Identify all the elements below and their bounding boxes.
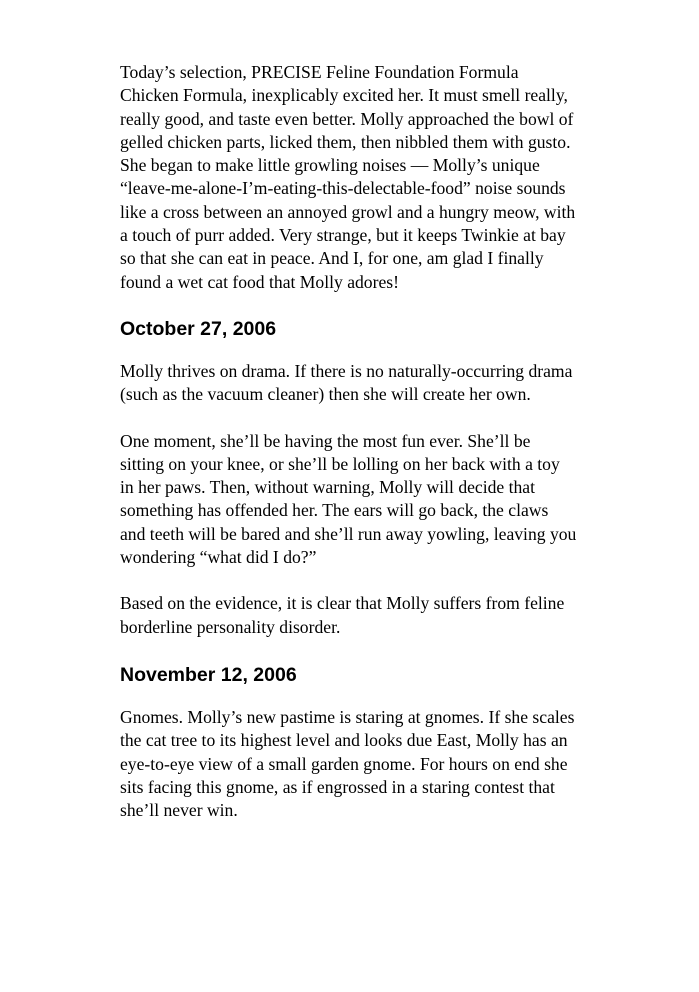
- paragraph: [120, 706, 645, 822]
- paragraph: [120, 592, 645, 639]
- text-line: Molly thrives on drama. If there is no naturally-occurring drama: [120, 360, 573, 381]
- entry-date-heading: November 12, 2006: [120, 663, 297, 686]
- text-line: “leave-me-alone-I’m-eating-this-delectable-food” noise sounds: [120, 178, 566, 199]
- text-line: Chicken Formula, inexplicably excited her. It must smell really,: [120, 85, 568, 106]
- entry-date-heading: October 27, 2006: [120, 317, 277, 340]
- text-line: and teeth will be bared and she’ll run away yowling, leaving you: [120, 523, 577, 544]
- text-line: Based on the evidence, it is clear that Molly suffers from feline: [120, 593, 565, 614]
- text-line: Gnomes. Molly’s new pastime is staring at gnomes. If she scales: [120, 706, 575, 727]
- text-line: wondering “what did I do?”: [120, 547, 317, 568]
- paragraph: [120, 360, 645, 407]
- text-line: sitting on your knee, or she’ll be lolling on her back with a toy: [120, 453, 560, 474]
- text-line: eye-to-eye view of a small garden gnome. For hours on end she: [120, 753, 568, 774]
- text-line: found a wet cat food that Molly adores!: [120, 271, 399, 292]
- text-line: in her paws. Then, without warning, Molly will decide that: [120, 477, 536, 498]
- text-line: gelled chicken parts, licked them, then nibbled them with gusto.: [120, 131, 571, 152]
- text-line: One moment, she’ll be having the most fun ever. She’ll be: [120, 430, 531, 451]
- paragraph: [120, 430, 645, 570]
- text-line: She began to make little growling noises — Molly’s unique: [120, 155, 540, 176]
- text-line: really good, and taste even better. Molly approached the bowl of: [120, 108, 574, 129]
- text-line: sits facing this gnome, as if engrossed in a staring contest that: [120, 776, 555, 797]
- text-line: something has offended her. The ears will go back, the claws: [120, 500, 549, 521]
- text-line: the cat tree to its highest level and looks due East, Molly has an: [120, 730, 568, 751]
- text-line: she’ll never win.: [120, 800, 238, 821]
- text-line: so that she can eat in peace. And I, for one, am glad I finally: [120, 248, 544, 269]
- document-page: [120, 61, 645, 822]
- text-line: borderline personality disorder.: [120, 616, 341, 637]
- paragraph: [120, 61, 645, 294]
- text-line: Today’s selection, PRECISE Feline Foundation Formula: [120, 62, 519, 82]
- text-line: (such as the vacuum cleaner) then she will create her own.: [120, 384, 531, 405]
- text-line: a touch of purr added. Very strange, but it keeps Twinkie at bay: [120, 225, 566, 246]
- text-line: like a cross between an annoyed growl and a hungry meow, with: [120, 201, 576, 222]
